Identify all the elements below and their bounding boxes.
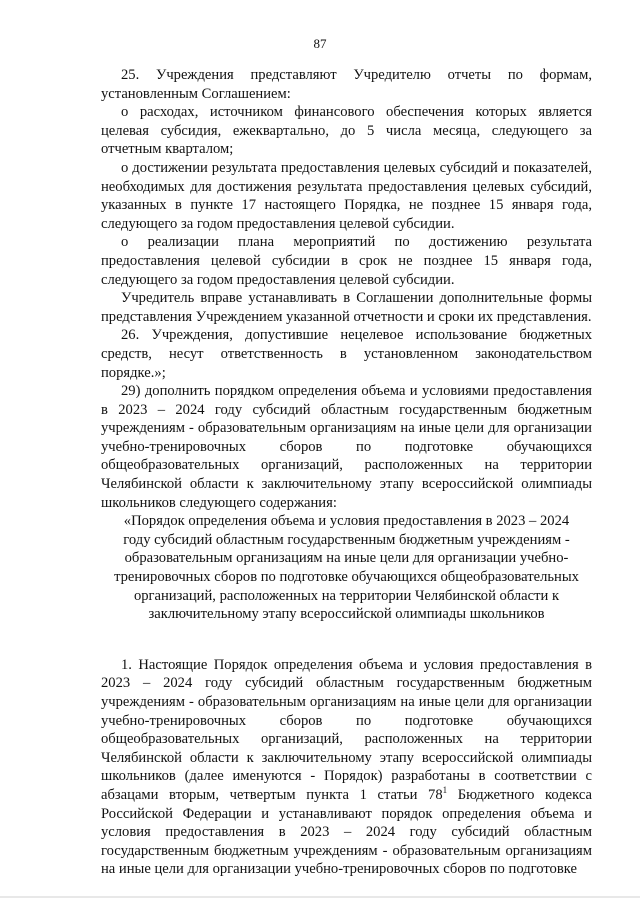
- paragraph-26: 26. Учреждения, допустившие нецелевое использование бюджетных средств, несут ответственность в установленном законодательством порядке.»;: [101, 327, 592, 381]
- paragraph-25: 25. Учреждения представляют Учредителю отчеты по формам, установленным Соглашением:: [101, 67, 592, 102]
- title-line: образовательным организациям на иные цели для организации учебно-: [124, 550, 569, 567]
- paragraph-1-text: 1. Настоящие Порядок определения объема и условия предоставления в 2023 – 2024 году субсидий областным государственным бюджетным учреждениям - образовательным организациям на иные цели для организации учебно-тренировочных сборов по подготовке обучающихся общеобразовательных организаций, расположенных на территории Челябинской области к заключительному этапу всероссийской олимпиады школьников (далее именуются - Порядок) разработаны в соответствии с абзацами вторым, четвертым пункта 1 статьи 78: [101, 656, 592, 803]
- paragraph-founder: Учредитель вправе устанавливать в Соглашении дополнительные формы представления Учреждением указанной отчетности и сроки их представления.: [101, 290, 592, 325]
- title-line: организаций, расположенных на территории Челябинской области к: [133, 587, 560, 604]
- document-body: [101, 66, 592, 879]
- title-line: заключительному этапу всероссийской олимпиады школьников: [148, 606, 545, 623]
- title-line: году субсидий областным государственным бюджетным учреждениям -: [123, 531, 570, 548]
- paragraph-plan: о реализации плана мероприятий по достижению результата предоставления целевой субсидии в срок не позднее 15 января года, следующего за годом предоставления целевой субсидии.: [101, 234, 592, 288]
- title-line: «Порядок определения объема и условия предоставления в 2023 – 2024: [123, 513, 570, 530]
- paragraph-1: [101, 656, 592, 879]
- title-line: тренировочных сборов по подготовке обучающихся общеобразовательных: [114, 569, 579, 586]
- section-title: [101, 512, 592, 624]
- paragraph-results: о достижении результата предоставления целевых субсидий и показателей, необходимых для достижения результата предоставления целевых субсидий, указанных в пункте 17 настоящего Порядка, не позднее 15 января года, следующего за годом предоставления целевой субсидии.: [101, 159, 592, 232]
- paragraph-expenses: о расходах, источником финансового обеспечения которых является целевая субсидия, ежеквартально, до 5 числа месяца, следующего за отчетным кварталом;: [101, 104, 592, 158]
- paragraph-29: 29) дополнить порядком определения объема и условиями предоставления в 2023 – 2024 году субсидий областным государственным бюджетным учреждениям - образовательным организациям на иные цели для организации учебно-тренировочных сборов по подготовке обучающихся общеобразовательных организаций, расположенных на территории Челябинской области к заключительному этапу всероссийской олимпиады школьников следующего содержания:: [101, 383, 592, 511]
- article-superscript: 1: [442, 785, 448, 796]
- paragraph-1-text-cont: Бюджетного кодекса Российской Федерации и устанавливают порядок определения объема и условия предоставления в 2023 – 2024 году субсидий областным государственным бюджетным учреждениям - образовательным организациям на иные цели для организации учебно-тренировочных сборов по подготовке: [101, 786, 592, 878]
- page-number: 87: [313, 36, 327, 51]
- page-bottom-edge: [0, 896, 640, 898]
